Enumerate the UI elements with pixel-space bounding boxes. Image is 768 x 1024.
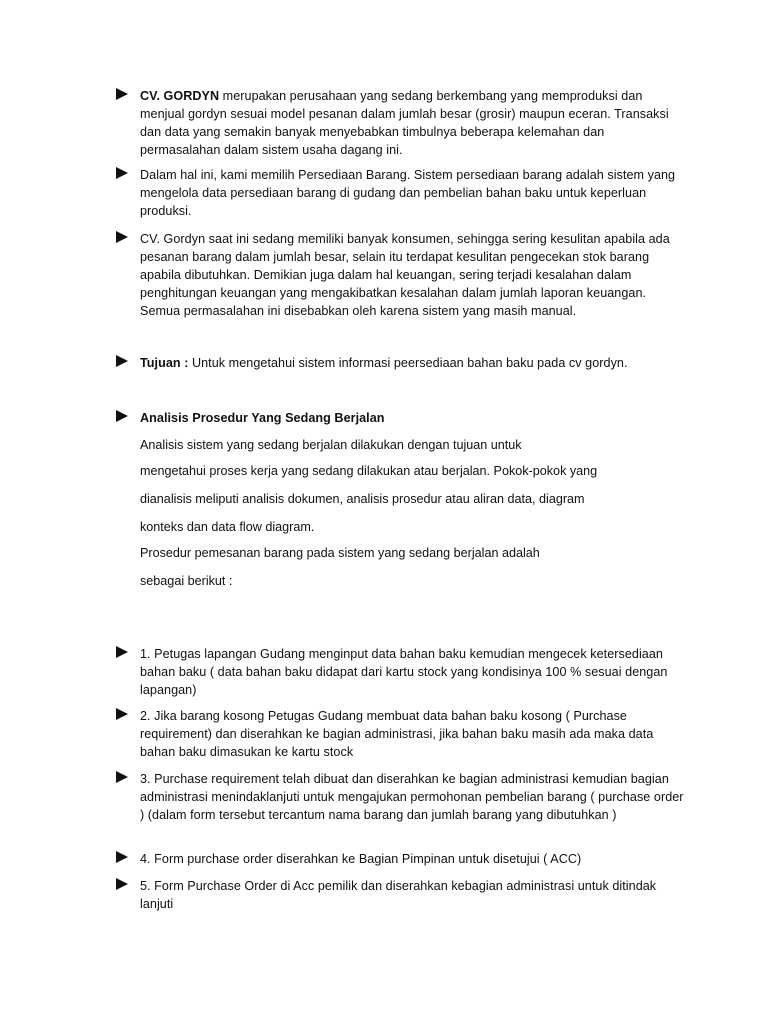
intro-bullet-2	[116, 166, 686, 220]
intro-bullet-1	[116, 87, 686, 159]
bullet-arrow-icon	[116, 771, 128, 783]
bullet-arrow-icon	[116, 851, 128, 863]
analisis-heading-bullet	[116, 409, 686, 427]
intro-bullet-2-text: Dalam hal ini, kami memilih Persediaan Barang. Sistem persediaan barang adalah sistem yang mengelola data persediaan barang di gudang dan pembelian bahan baku untuk keperluan produksi.	[140, 168, 676, 218]
tujuan-bullet	[116, 354, 686, 372]
step-2	[116, 707, 686, 761]
tujuan-text	[140, 354, 686, 372]
company-name: CV. GORDYN	[140, 89, 220, 103]
analisis-line-2: mengetahui proses kerja yang sedang dilakukan atau berjalan. Pokok-pokok yang	[140, 464, 598, 478]
step-2-text: 2. Jika barang kosong Petugas Gudang membuat data bahan baku kosong ( Purchase requirement) dan diserahkan ke bagian administrasi, jika bahan baku masih ada maka data bahan baku dimasukan ke kartu stock	[140, 709, 654, 759]
analisis-line-3: dianalisis meliputi analisis dokumen, analisis prosedur atau aliran data, diagram	[140, 492, 585, 506]
step-4	[116, 850, 686, 868]
bullet-arrow-icon	[116, 410, 128, 422]
bullet-arrow-icon	[116, 167, 128, 179]
analisis-line-4: konteks dan data flow diagram.	[140, 520, 315, 534]
analisis-line-1: Analisis sistem yang sedang berjalan dilakukan dengan tujuan untuk	[140, 438, 522, 452]
intro-bullet-3	[116, 230, 686, 320]
step-1-text: 1. Petugas lapangan Gudang menginput data bahan baku kemudian mengecek ketersediaan bahan baku ( data bahan baku didapat dari kartu stock yang kondisinya 100 % sesuai dengan lapangan)	[140, 647, 668, 697]
bullet-arrow-icon	[116, 708, 128, 720]
step-5-text: 5. Form Purchase Order di Acc pemilik dan diserahkan kebagian administrasi untuk ditindak lanjuti	[140, 879, 657, 911]
bullet-arrow-icon	[116, 878, 128, 890]
intro-bullet-1-body: merupakan perusahaan yang sedang berkembang yang memproduksi dan menjual gordyn sesuai model pesanan dalam jumlah besar (grosir) maupun eceran. Transaksi dan data yang semakin banyak menyebabkan timbulnya beberapa kelemahan dan permasalahan dalam sistem usaha dagang ini.	[140, 89, 669, 157]
step-5	[116, 877, 686, 913]
bullet-arrow-icon	[116, 231, 128, 243]
bullet-arrow-icon	[116, 88, 128, 100]
analisis-heading: Analisis Prosedur Yang Sedang Berjalan	[140, 411, 385, 425]
step-4-text: 4. Form purchase order diserahkan ke Bagian Pimpinan untuk disetujui ( ACC)	[140, 852, 582, 866]
bullet-arrow-icon	[116, 646, 128, 658]
tujuan-body: Untuk mengetahui sistem informasi peersediaan bahan baku pada cv gordyn.	[188, 356, 628, 370]
analisis-line-6: sebagai berikut :	[140, 574, 233, 588]
step-1	[116, 645, 686, 699]
step-3-text: 3. Purchase requirement telah dibuat dan diserahkan ke bagian administrasi kemudian bagian administrasi menindaklanjuti untuk mengajukan permohonan pembelian barang ( purchase order ) (dalam form tersebut tercantum nama barang dan jumlah barang yang dibutuhkan )	[140, 772, 684, 822]
bullet-arrow-icon	[116, 355, 128, 367]
analisis-line-5: Prosedur pemesanan barang pada sistem yang sedang berjalan adalah	[140, 546, 540, 560]
step-3	[116, 770, 686, 824]
tujuan-label: Tujuan :	[140, 356, 189, 370]
intro-bullet-1-text	[140, 87, 686, 159]
intro-bullet-3-text: CV. Gordyn saat ini sedang memiliki banyak konsumen, sehingga sering kesulitan apabila ada pesanan barang dalam jumlah besar, selain itu terdapat kesulitan pengecekan stok barang apabila dibutuhkan. Demikian juga dalam hal keuangan, sering terjadi kesalahan dalam penghitungan keuangan yang mengakibatkan kesalahan dalam jumlah laporan keuangan. Semua permasalahan ini disebabkan oleh karena sistem yang masih manual.	[140, 232, 670, 318]
